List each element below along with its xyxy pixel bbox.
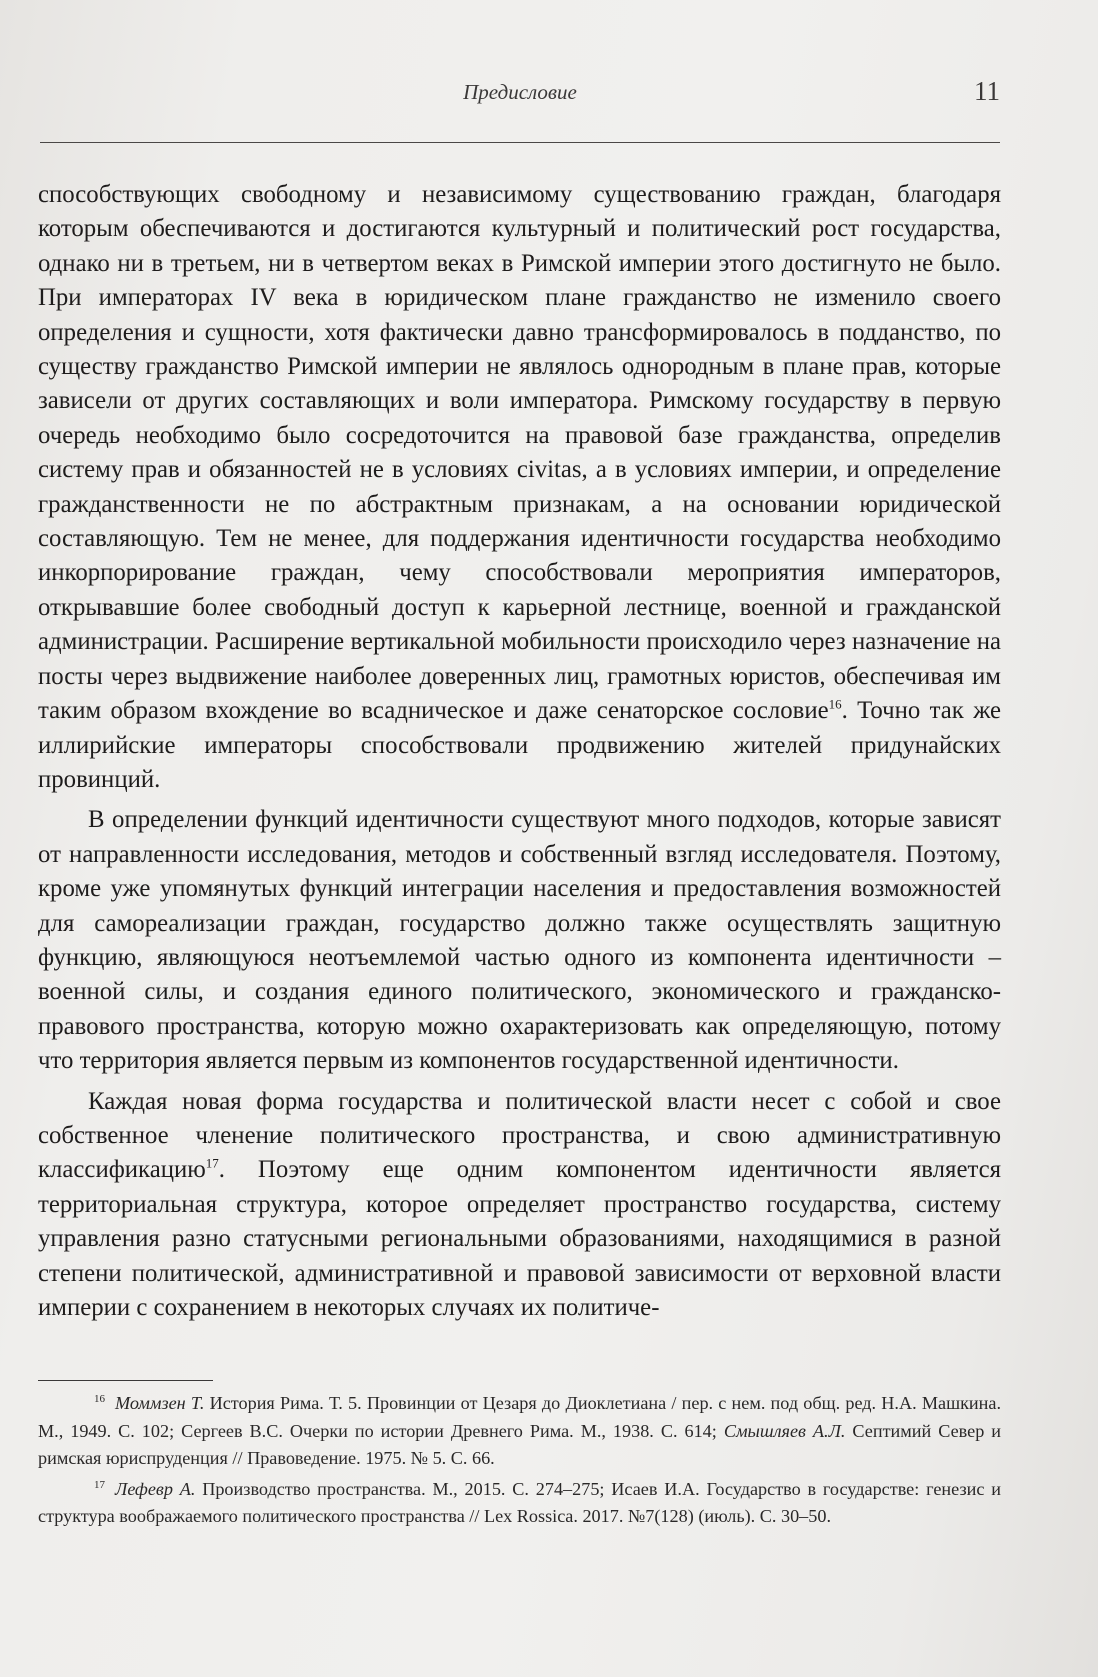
- footnote-17: [38, 1476, 1001, 1531]
- page-number: 11: [974, 76, 1000, 106]
- paragraph-3-text-b: . Поэтому еще одним компонентом идентичности является территориальная структура, которое определяет пространство государства, систему управления разно статусными региональными образованиями, находящимися в разной степени политической, административной и правовой зависимости от верховной власти империи с сохранением в некоторых случаях их политиче-: [38, 1156, 1001, 1321]
- footnote-text: История Рима. Т. 5. Провинции от Цезаря до Диоклетиана / пер. с нем. под общ. ред. Н.А. Машкина. М., 1949. С. 102; Сергеев В.С. Очерки по истории Древнего Рима. М., 1938. С. 614;: [38, 1393, 1002, 1441]
- footnote-divider: [38, 1380, 213, 1381]
- paragraph-3-text-a: Каждая новая форма государства и политической власти несет с собой и свое собственное членение политического пространства, и свою административную классификацию: [38, 1087, 1001, 1184]
- paragraph-2: В определении функций идентичности существуют много подходов, которые зависят от направленности исследования, методов и собственный взгляд исследователя. Поэтому, кроме уже упомянутых функций интеграции населения и предоставления возможностей для самореализации граждан, государство должно также осуществлять защитную функцию, являющуюся неотъемлемой частью одного из компонента идентичности – военной силы, и создания единого политического, экономического и гражданско-правового пространства, которую можно охарактеризовать как определяющую, потому что территория является первым из компонентов государственной идентичности.: [38, 806, 1001, 1075]
- paragraph-1: [38, 178, 1001, 797]
- footnotes: [38, 1390, 1001, 1534]
- running-title: Предисловие: [463, 80, 577, 104]
- footnote-author: Смышляев А.Л.: [723, 1420, 846, 1441]
- page-header: [40, 72, 1000, 143]
- footnote-author: Лефевр А.: [115, 1478, 196, 1499]
- footnote-mark: 16: [94, 1392, 105, 1405]
- footnote-ref-17: 17: [205, 1156, 219, 1172]
- footnote-16: [38, 1390, 1001, 1473]
- main-text: [38, 178, 1001, 1325]
- paragraph-3: [38, 1085, 1001, 1326]
- footnote-ref-16: 16: [828, 696, 842, 712]
- paragraph-1-text-b: . Точно так же иллирийские императоры способствовали продвижению жителей придунайских провинций.: [38, 697, 1002, 793]
- footnote-text: Септимий Север и римская юриспруденция // Правоведение. 1975. № 5. С. 66.: [38, 1420, 1002, 1469]
- paragraph-1-text-a: способствующих свободному и независимому существованию граждан, благодаря которым обеспечиваются и достигаются культурный и политический рост государства, однако ни в третьем, ни в четвертом веках в Римской империи этого достигнуто не было. При императорах IV века в юридическом плане гражданство не изменило своего определения и сущности, хотя фактически давно трансформировалось в подданство, по существу гражданство Римской империи не являлось однородным в плане прав, которые зависели от других составляющих и воли императора. Римскому государству в первую очередь необходимо было сосредоточится на правовой базе гражданства, определив систему прав и обязанностей не в условиях civitas, а в условиях империи, и определение гражданственности не по абстрактным признакам, а на основании юридической составляющую. Тем не менее, для поддержания идентичности государства необходимо инкорпорирование граждан, чему способствовали мероприятия императоров, открывавшие более свободный доступ к карьерной лестнице, военной и гражданской администрации. Расширение вертикальной мобильности происходило через назначение на посты через выдвижение наиболее доверенных лиц, грамотных юристов, обеспечивая им таким образом вхождение во всадническое и даже сенаторское сословие: [38, 181, 1001, 725]
- footnote-author: Моммзен Т.: [115, 1393, 205, 1413]
- footnote-text: Производство пространства. М., 2015. С. 274–275; Исаев И.А. Государство в государстве: генезис и структура воображаемого политического пространства // Lex Rossica. 2017. №7(128) (июль). С. 30–50.: [38, 1478, 1001, 1527]
- footnote-mark: 17: [94, 1478, 105, 1491]
